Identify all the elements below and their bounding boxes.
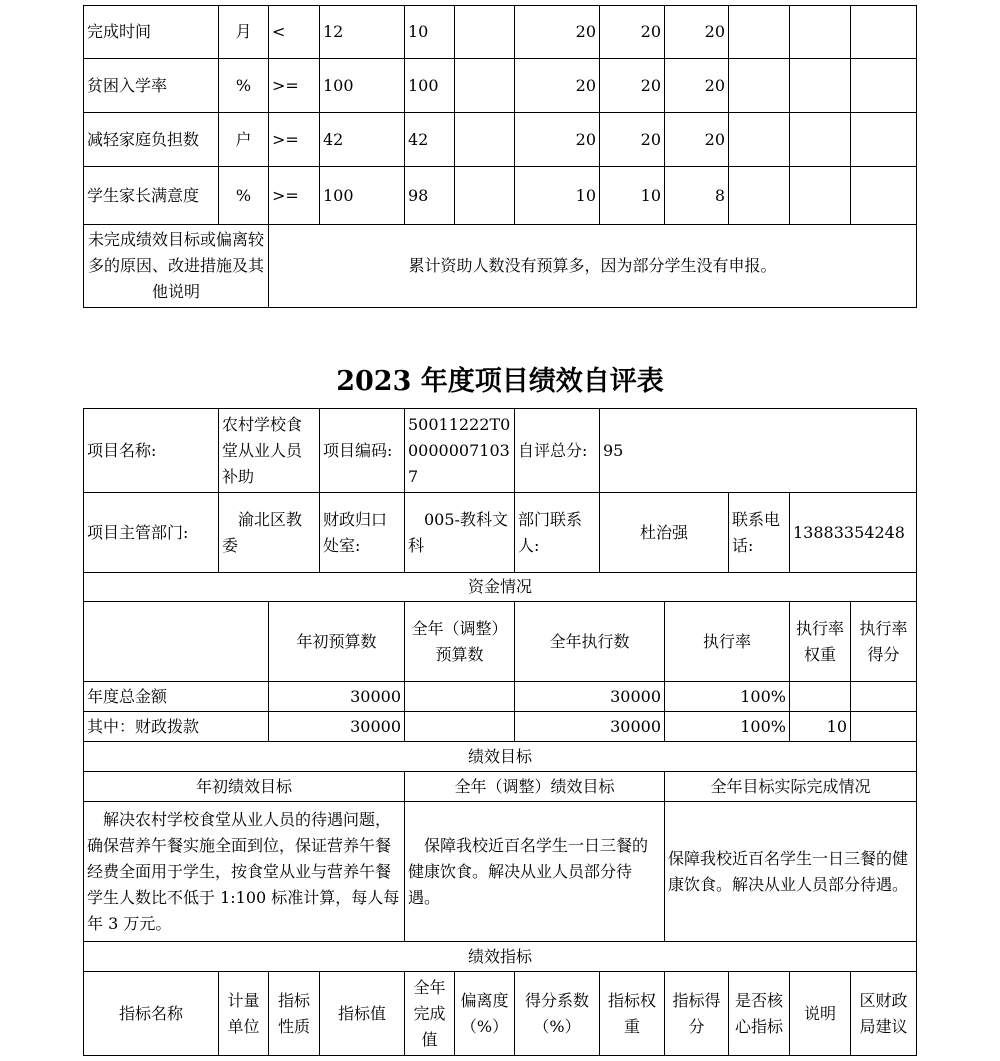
funds-executed: 30000 — [515, 712, 665, 742]
indicator-row — [84, 167, 917, 225]
indicator-core — [729, 6, 790, 59]
project-info-row — [84, 409, 917, 493]
department-row — [84, 493, 917, 573]
reason-label: 未完成绩效目标或偏离较多的原因、改进措施及其他说明 — [84, 225, 269, 308]
indicator-note — [790, 113, 851, 167]
indicator-unit: % — [219, 167, 269, 225]
funds-budget: 30000 — [269, 682, 405, 712]
page-title: 2023 年度项目绩效自评表 — [336, 366, 664, 397]
indicator-deviation — [455, 6, 515, 59]
col-rate: 执行率 — [665, 602, 790, 682]
indicator-target: 42 — [320, 113, 405, 167]
funds-columns-row — [84, 602, 917, 682]
indicator-deviation — [455, 113, 515, 167]
indicators-header: 绩效指标 — [84, 942, 917, 972]
indicator-suggestion — [851, 167, 917, 225]
funds-row-fiscal — [84, 712, 917, 742]
goal-initial: 解决农村学校食堂从业人员的待遇问题，确保营养午餐实施全面到位，保证营养午餐经费全面用于学生，按食堂从业与营养午餐学生人数比不低于 1:100 标准计算，每人每年 3 万元。 — [84, 802, 405, 942]
indicator-actual: 98 — [405, 167, 455, 225]
funds-header: 资金情况 — [84, 573, 917, 602]
indicator-score: 20 — [665, 113, 729, 167]
indicator-name: 减轻家庭负担数 — [84, 113, 219, 167]
indicator-row — [84, 113, 917, 167]
self-evaluation-form — [83, 408, 917, 1056]
indicator-target: 100 — [320, 59, 405, 113]
ind-col-name: 指标名称 — [84, 972, 219, 1056]
indicator-row — [84, 6, 917, 59]
indicator-core — [729, 167, 790, 225]
indicator-deviation — [455, 167, 515, 225]
indicator-note — [790, 59, 851, 113]
indicator-actual: 10 — [405, 6, 455, 59]
funds-row-label: 年度总金额 — [84, 682, 269, 712]
indicator-target: 100 — [320, 167, 405, 225]
indicator-score: 20 — [665, 6, 729, 59]
indicator-name: 贫困入学率 — [84, 59, 219, 113]
dept: 渝北区教委 — [219, 493, 320, 573]
indicator-continuation-table — [83, 5, 917, 308]
indicator-score: 8 — [665, 167, 729, 225]
indicator-note — [790, 6, 851, 59]
indicator-nature: >= — [269, 59, 320, 113]
indicator-columns-row — [84, 972, 917, 1056]
funds-rate: 100% — [665, 712, 790, 742]
project-name-label: 项目名称: — [84, 409, 219, 493]
col-rate-score: 执行率得分 — [851, 602, 917, 682]
indicator-unit: % — [219, 59, 269, 113]
reason-row — [84, 225, 917, 308]
ind-col-note: 说明 — [790, 972, 851, 1056]
indicator-coef: 20 — [515, 113, 600, 167]
funds-row-label: 其中：财政拨款 — [84, 712, 269, 742]
indicator-nature: >= — [269, 113, 320, 167]
funds-executed: 30000 — [515, 682, 665, 712]
reason-text: 累计资助人数没有预算多，因为部分学生没有申报。 — [269, 225, 917, 308]
indicators-header-row — [84, 942, 917, 972]
indicator-row — [84, 59, 917, 113]
contact-label: 部门联系人: — [515, 493, 600, 573]
project-name: 农村学校食堂从业人员补助 — [219, 409, 320, 493]
indicator-core — [729, 59, 790, 113]
ind-col-target: 指标值 — [320, 972, 405, 1056]
ind-col-actual: 全年完成值 — [405, 972, 455, 1056]
ind-col-weight: 指标权重 — [600, 972, 665, 1056]
contact: 杜治强 — [600, 493, 729, 573]
ind-col-unit: 计量单位 — [219, 972, 269, 1056]
ind-col-score: 指标得分 — [665, 972, 729, 1056]
indicator-name: 学生家长满意度 — [84, 167, 219, 225]
funds-row-total — [84, 682, 917, 712]
self-score-label: 自评总分: — [515, 409, 600, 493]
col-rate-weight: 执行率权重 — [790, 602, 851, 682]
funds-rate: 100% — [665, 682, 790, 712]
self-score: 95 — [600, 409, 917, 493]
col-adjusted: 全年（调整）预算数 — [405, 602, 515, 682]
ind-col-suggestion: 区财政局建议 — [851, 972, 917, 1056]
funds-adjusted — [405, 682, 515, 712]
indicator-coef: 20 — [515, 6, 600, 59]
indicator-unit: 月 — [219, 6, 269, 59]
indicator-weight: 20 — [600, 6, 665, 59]
indicator-suggestion — [851, 59, 917, 113]
funds-score — [851, 712, 917, 742]
phone-label: 联系电话: — [729, 493, 790, 573]
indicator-target: 12 — [320, 6, 405, 59]
ind-col-core: 是否核心指标 — [729, 972, 790, 1056]
goal-col-adjusted: 全年（调整）绩效目标 — [405, 772, 665, 802]
indicator-note — [790, 167, 851, 225]
indicator-weight: 20 — [600, 59, 665, 113]
goal-content-row — [84, 802, 917, 942]
goals-header-row — [84, 742, 917, 772]
goal-adjusted: 保障我校近百名学生一日三餐的健康饮食。解决从业人员部分待遇。 — [405, 802, 665, 942]
indicator-name: 完成时间 — [84, 6, 219, 59]
col-budget: 年初预算数 — [269, 602, 405, 682]
funds-corner — [84, 602, 269, 682]
indicator-core — [729, 113, 790, 167]
indicator-score: 20 — [665, 59, 729, 113]
dept-label: 项目主管部门: — [84, 493, 219, 573]
funds-header-row — [84, 573, 917, 602]
indicator-nature: >= — [269, 167, 320, 225]
goal-col-actual: 全年目标实际完成情况 — [665, 772, 917, 802]
goal-actual: 保障我校近百名学生一日三餐的健康饮食。解决从业人员部分待遇。 — [665, 802, 917, 942]
goals-header: 绩效目标 — [84, 742, 917, 772]
indicator-suggestion — [851, 6, 917, 59]
indicator-actual: 42 — [405, 113, 455, 167]
indicator-actual: 100 — [405, 59, 455, 113]
indicator-weight: 10 — [600, 167, 665, 225]
indicator-nature: < — [269, 6, 320, 59]
ind-col-nature: 指标性质 — [269, 972, 320, 1056]
indicator-suggestion — [851, 113, 917, 167]
indicator-coef: 10 — [515, 167, 600, 225]
project-code: 50011222T000000071037 — [405, 409, 515, 493]
goal-columns-row — [84, 772, 917, 802]
funds-weight — [790, 682, 851, 712]
project-code-label: 项目编码: — [320, 409, 405, 493]
phone: 13883354248 — [790, 493, 917, 573]
col-executed: 全年执行数 — [515, 602, 665, 682]
indicator-unit: 户 — [219, 113, 269, 167]
funds-weight: 10 — [790, 712, 851, 742]
ind-col-coef: 得分系数（%） — [515, 972, 600, 1056]
indicator-coef: 20 — [515, 59, 600, 113]
ind-col-deviation: 偏离度（%） — [455, 972, 515, 1056]
finance: 005-教科文科 — [405, 493, 515, 573]
goal-col-initial: 年初绩效目标 — [84, 772, 405, 802]
indicator-deviation — [455, 59, 515, 113]
finance-label: 财政归口处室: — [320, 493, 405, 573]
funds-budget: 30000 — [269, 712, 405, 742]
indicator-weight: 20 — [600, 113, 665, 167]
funds-adjusted — [405, 712, 515, 742]
funds-score — [851, 682, 917, 712]
